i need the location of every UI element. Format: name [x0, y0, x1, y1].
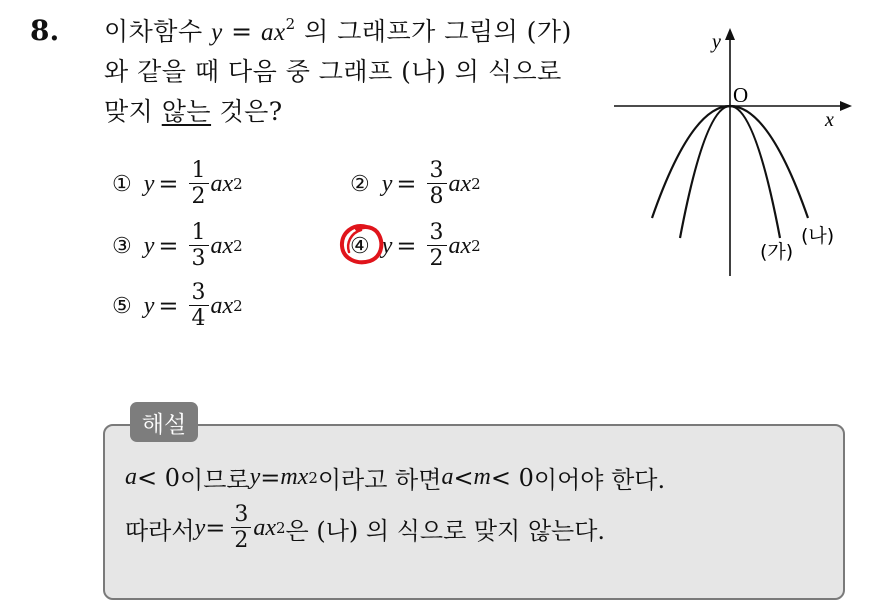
curve-na-label: (나) [801, 225, 835, 247]
choice-3[interactable]: ③ y = $\frac{1}{3}$ ax 2 [112, 220, 243, 271]
y-axis-label: y [712, 31, 721, 53]
question-number: 8. [30, 14, 60, 47]
explanation-line-1: a < 0 이므로 y = mx 2 이라고 하면 a < m < 0 이어야 한다. [125, 463, 666, 494]
explanation-line-2: 따라서 y = $\frac{3}{2}$ ax 2 은 (나) 의 식으로 맞지 않는다. [125, 502, 606, 553]
choice-2[interactable]: ② y = $\frac{3}{8}$ ax 2 [350, 158, 481, 209]
choice-5[interactable]: ⑤ y = $\frac{3}{4}$ ax 2 [112, 280, 243, 331]
parabola-graph [612, 22, 857, 280]
origin-label: O [733, 83, 749, 107]
curve-ga-label: (가) [760, 241, 794, 263]
explanation-tag: 해설 [130, 402, 198, 442]
y-axis-arrow-icon [725, 28, 735, 40]
x-axis-label: x [825, 109, 834, 131]
question-line-2: 와 같을 때 다음 중 그래프 (나) 의 식으로 [104, 57, 562, 86]
x-axis-arrow-icon [840, 101, 852, 111]
underlined-word: 않는 [161, 97, 212, 126]
choice-1[interactable]: ① y = $\frac{1}{2}$ ax 2 [112, 158, 243, 209]
question-line-3: 맞지 않는 것은? [104, 97, 283, 126]
choice-4[interactable]: ④ y = $\frac{3}{2}$ ax 2 [350, 220, 481, 271]
selected-answer-circle [337, 221, 387, 267]
question-line-1: 이차함수 $y = ax^2$ 의 그래프가 그림의 (가) [104, 15, 572, 46]
